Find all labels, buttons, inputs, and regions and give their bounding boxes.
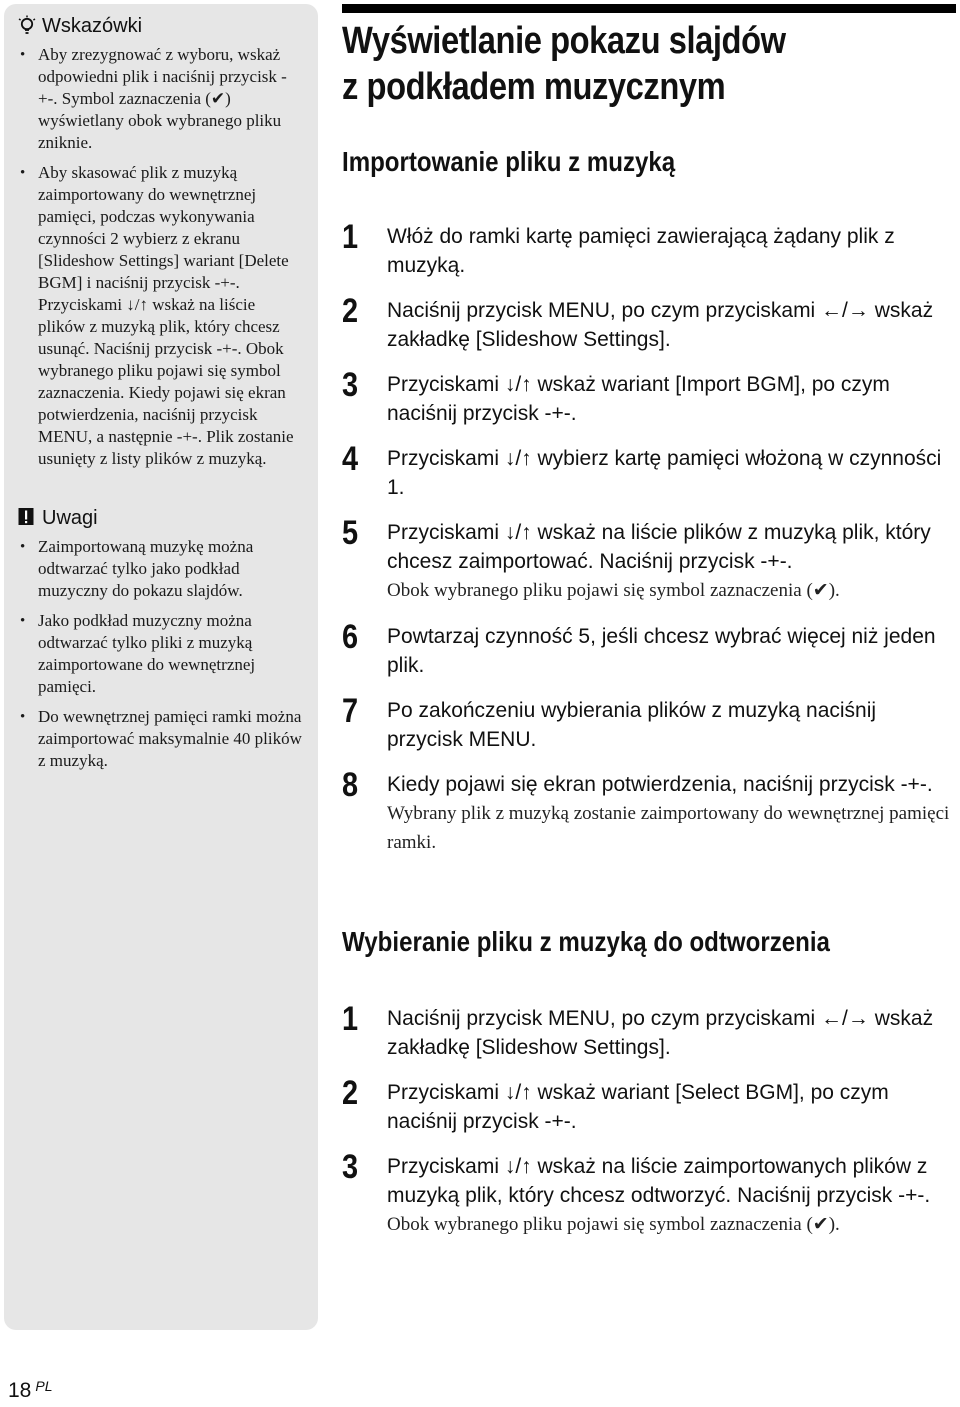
step-item xyxy=(342,1148,956,1239)
step-number: 6 xyxy=(342,618,359,656)
page-number-value: 18 xyxy=(8,1379,32,1402)
tip-item: • Aby skasować plik z muzyką zaimportowany do wewnętrznej pamięci, podczas wykonywania czynności 2 wybierz z ekranu [Slideshow Settings] wariant [Delete BGM] i naciśnij przycisk -+-. Przyciskami ↓/↑ wskaż na liście plików z muzyką plik, który chcesz usunąć. Naciśnij przycisk -+-. Obok wybranego pliku pojawi się symbol zaznaczenia. Kiedy pojawi się ekran potwierdzenia, naciśnij przycisk MENU, a następnie -+-. Plik zostanie usunięty z listy plików z muzyką. xyxy=(18,162,302,470)
lightbulb-icon xyxy=(18,15,36,37)
step-item xyxy=(342,366,956,428)
step-number: 2 xyxy=(342,1074,359,1112)
section-heading-select: Wybieranie pliku z muzyką do odtworzenia xyxy=(342,926,830,957)
step-number: 4 xyxy=(342,440,359,478)
step-item xyxy=(342,1000,956,1062)
step-text: Przyciskami ↓/↑ wybierz kartę pamięci włożoną w czynności 1. xyxy=(387,447,942,499)
step-text: Naciśnij przycisk MENU, po czym przyciskami ←/→ wskaż zakładkę [Slideshow Settings]. xyxy=(387,299,934,351)
step-item xyxy=(342,1074,956,1136)
step-item xyxy=(342,514,956,605)
step-number: 8 xyxy=(342,766,359,804)
step-item xyxy=(342,618,956,680)
step-text: Kiedy pojawi się ekran potwierdzenia, naciśnij przycisk -+-. xyxy=(387,773,933,796)
step-note: Wybrany plik z muzyką zostanie zaimportowany do wewnętrznej pamięci ramki. xyxy=(387,803,950,853)
step-text: Naciśnij przycisk MENU, po czym przyciskami ←/→ wskaż zakładkę [Slideshow Settings]. xyxy=(387,1007,934,1059)
step-text: Powtarzaj czynność 5, jeśli chcesz wybrać więcej niż jeden plik. xyxy=(387,625,936,677)
step-item xyxy=(342,692,956,754)
note-item: • Jako podkład muzyczny można odtwarzać tylko pliki z muzyką zaimportowane do wewnętrznej pamięci. xyxy=(18,610,302,698)
step-text: Przyciskami ↓/↑ wskaż wariant [Select BGM], po czym naciśnij przycisk -+-. xyxy=(387,1081,889,1133)
step-number: 3 xyxy=(342,366,359,404)
page-title-line1: Wyświetlanie pokazu slajdów xyxy=(342,20,786,62)
page-number xyxy=(8,1378,52,1403)
tips-list xyxy=(18,44,302,470)
section-heading-import: Importowanie pliku z muzyką xyxy=(342,146,676,177)
page-title-line2: z podkładem muzycznym xyxy=(342,66,726,108)
step-number: 7 xyxy=(342,692,359,730)
step-text: Włóż do ramki kartę pamięci zawierającą żądany plik z muzyką. xyxy=(387,225,895,277)
notes-title: Uwagi xyxy=(42,507,98,529)
step-item xyxy=(342,292,956,354)
notes-heading xyxy=(18,506,302,530)
language-code: PL xyxy=(35,1378,53,1394)
step-text: Po zakończeniu wybierania plików z muzyką naciśnij przycisk MENU. xyxy=(387,699,877,751)
step-note: Obok wybranego pliku pojawi się symbol zaznaczenia (✔). xyxy=(387,1214,840,1235)
step-text: Przyciskami ↓/↑ wskaż wariant [Import BGM], po czym naciśnij przycisk -+-. xyxy=(387,373,890,425)
tips-heading xyxy=(18,14,302,38)
step-item xyxy=(342,218,956,280)
note-item: • Do wewnętrznej pamięci ramki można zaimportować maksymalnie 40 plików z muzyką. xyxy=(18,706,302,772)
warning-icon xyxy=(18,507,36,529)
step-note: Obok wybranego pliku pojawi się symbol zaznaczenia (✔). xyxy=(387,580,840,601)
step-item xyxy=(342,440,956,502)
step-number: 5 xyxy=(342,514,359,552)
step-number: 1 xyxy=(342,218,359,256)
step-number: 2 xyxy=(342,292,359,330)
tips-title: Wskazówki xyxy=(42,15,143,37)
step-number: 3 xyxy=(342,1148,359,1186)
note-item: • Zaimportowaną muzykę można odtwarzać tylko jako podkład muzyczny do pokazu slajdów. xyxy=(18,536,302,602)
tip-item: • Aby zrezygnować z wyboru, wskaż odpowiedni plik i naciśnij przycisk -+-. Symbol zaznaczenia (✔) wyświetlany obok wybranego pliku zniknie. xyxy=(18,44,302,154)
page-title xyxy=(342,18,858,110)
step-text: Przyciskami ↓/↑ wskaż na liście zaimportowanych plików z muzyką plik, który chcesz odtworzyć. Naciśnij przycisk -+-. xyxy=(387,1155,931,1207)
top-rule xyxy=(342,4,956,13)
notes-list xyxy=(18,536,302,772)
step-text: Przyciskami ↓/↑ wskaż na liście plików z muzyką plik, który chcesz zaimportować. Naciśnij przycisk -+-. xyxy=(387,521,931,573)
step-item xyxy=(342,766,956,857)
step-number: 1 xyxy=(342,1000,359,1038)
tips-sidebar xyxy=(4,4,318,1330)
